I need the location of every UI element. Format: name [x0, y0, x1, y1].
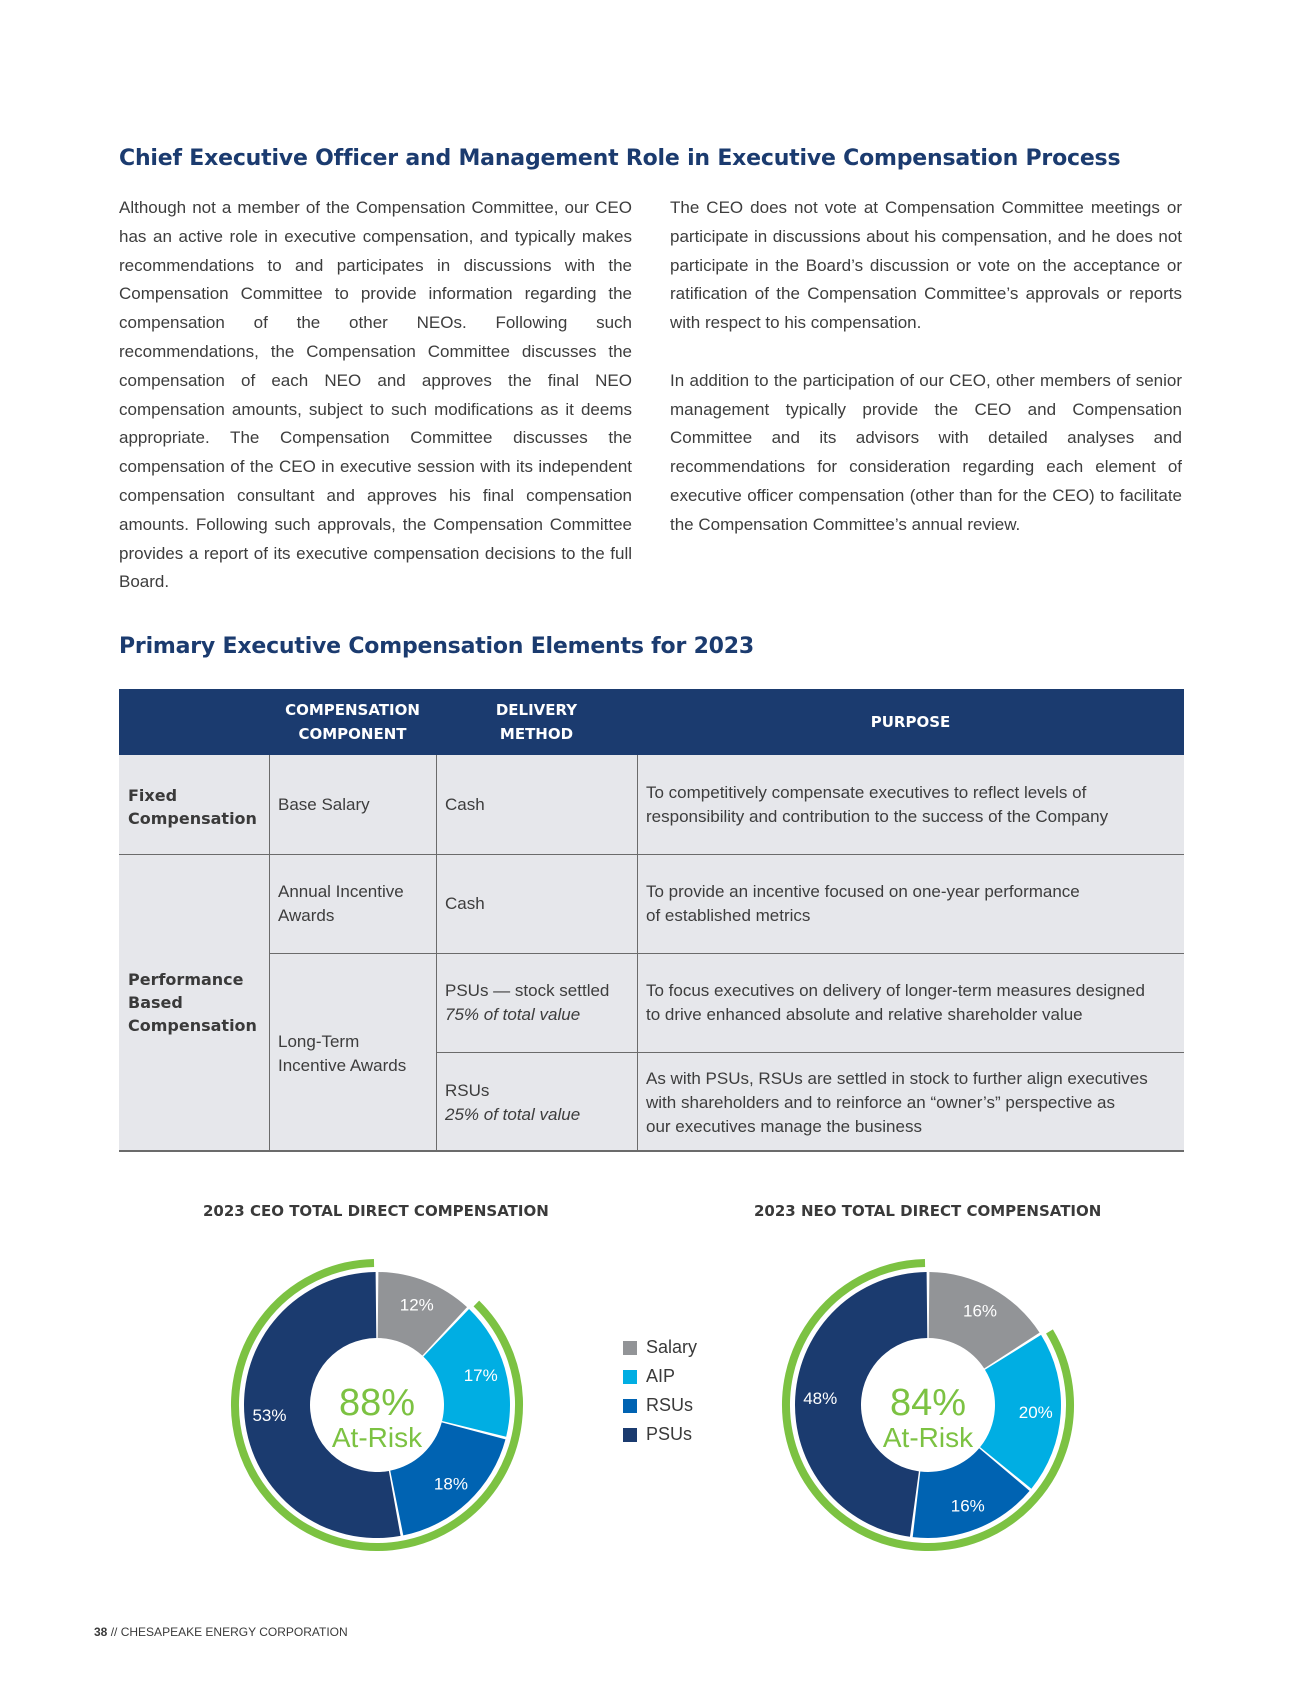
purpose-line: To provide an incentive focused on one-year performance [646, 882, 1080, 901]
legend-label: AIP [646, 1366, 676, 1386]
slice-label-rsus: 18% [433, 1474, 468, 1494]
category-line: Based [128, 993, 183, 1012]
header-component-line-1: COMPENSATION [285, 701, 420, 719]
purpose-rsus [646, 1067, 1148, 1139]
right-paragraph-2: In addition to the participation of our CEO, other members of senior management typically provide the CEO and Compensation Committee and its advisors with detailed analyses and recommendations for consideration regarding each element of executive officer compensation (other than for the CEO) to facilitate the Compensation Committee’s annual review. [670, 370, 1182, 534]
component-base-salary: Base Salary [278, 795, 370, 814]
category-line: Fixed [128, 786, 178, 805]
legend-item-aip [623, 1362, 697, 1391]
header-delivery-line-1: DELIVERY [495, 701, 578, 719]
category-fixed-compensation [128, 784, 257, 830]
delivery-line: 75% of total value [445, 1005, 581, 1024]
category-line: Compensation [128, 809, 257, 828]
section-title-ceo-role: Chief Executive Officer and Management Role in Executive Compensation Process [119, 146, 1121, 171]
legend-label: RSUs [646, 1395, 694, 1415]
at-risk-label: At-Risk [882, 1422, 974, 1453]
legend-label: Salary [646, 1337, 698, 1357]
ceo-chart-title: 2023 CEO TOTAL DIRECT COMPENSATION [203, 1202, 549, 1220]
at-risk-percentage: 84% [889, 1382, 967, 1424]
rsus-swatch-icon [623, 1399, 637, 1413]
at-risk-percentage: 88% [338, 1382, 416, 1424]
header-delivery-line-2: METHOD [499, 725, 574, 743]
legend-item-salary [623, 1333, 697, 1362]
salary-swatch-icon [623, 1341, 637, 1355]
header-category [119, 689, 269, 755]
left-column [119, 194, 632, 597]
purpose-line: responsibility and contribution to the success of the Company [646, 807, 1109, 826]
purpose-line: of established metrics [646, 906, 811, 925]
purpose-line: our executives manage the business [646, 1117, 922, 1136]
category-performance-based-compensation [128, 968, 257, 1037]
slice-label-aip: 17% [463, 1365, 498, 1385]
neo-chart-title: 2023 NEO TOTAL DIRECT COMPENSATION [754, 1202, 1102, 1220]
aip-swatch-icon [623, 1370, 637, 1384]
delivery-line: RSUs [445, 1081, 490, 1100]
divider [269, 953, 1184, 954]
header-purpose [637, 689, 1184, 755]
component-long-term-incentive-awards [278, 1030, 406, 1078]
page-number: 38 [94, 1625, 108, 1639]
purpose-line: with shareholders and to reinforce an “owner’s” perspective as [646, 1093, 1116, 1112]
header-delivery [436, 689, 637, 755]
table-header-row [119, 689, 1184, 755]
delivery-cash: Cash [445, 894, 485, 913]
right-column [670, 194, 1182, 540]
legend-item-rsus [623, 1391, 697, 1420]
ceo-compensation-donut-chart [227, 1255, 527, 1555]
component-line: Annual Incentive [278, 882, 404, 901]
delivery-line: PSUs — stock settled [445, 981, 610, 1000]
compensation-elements-table [119, 689, 1184, 1152]
purpose-line: To competitively compensate executives to reflect levels of [646, 783, 1087, 802]
component-annual-incentive-awards [278, 880, 404, 928]
slice-label-psus: 53% [252, 1406, 287, 1426]
component-line: Incentive Awards [278, 1056, 407, 1075]
slice-label-rsus: 16% [950, 1496, 985, 1516]
right-paragraph-1: The CEO does not vote at Compensation Committee meetings or participate in discussions about his compensation, and he does not participate in the Board’s discussion or vote on the acceptance or ratification of the Compensation Committee’s approvals or reports with respect to his compensation. [670, 198, 1182, 333]
delivery-rsus [445, 1079, 580, 1127]
divider [119, 854, 1184, 855]
chart-legend [623, 1333, 697, 1449]
category-line: Compensation [128, 1016, 257, 1035]
page-footer [94, 1625, 348, 1639]
footer-separator: // [110, 1625, 118, 1639]
header-component-line-2: COMPONENT [298, 725, 407, 743]
legend-item-psus [623, 1420, 697, 1449]
purpose-line: to drive enhanced absolute and relative shareholder value [646, 1005, 1083, 1024]
neo-compensation-donut-chart [778, 1255, 1078, 1555]
psus-swatch-icon [623, 1428, 637, 1442]
divider [436, 1052, 1184, 1053]
component-line: Awards [278, 906, 335, 925]
left-paragraph: Although not a member of the Compensation Committee, our CEO has an active role in executive compensation, and typically makes recommendations to and participates in discussions with the Compensation Committee to provide information regarding the compensation of the other NEOs. Following such recommendations, the Compensation Committee discusses the compensation of each NEO and approves the final NEO compensation amounts, subject to such modifications as it deems appropriate. The Compensation Committee discusses the compensation of the CEO in executive session with its independent compensation consultant and approves his final compensation amounts. Following such approvals, the Compensation Committee provides a report of its executive compensation decisions to the full Board. [119, 198, 632, 592]
slice-label-psus: 48% [803, 1389, 838, 1409]
table-body [119, 755, 1184, 1152]
component-line: Long-Term [278, 1032, 360, 1051]
purpose-line: To focus executives on delivery of longer-term measures designed [646, 981, 1145, 1000]
header-purpose-text: PURPOSE [870, 713, 951, 731]
purpose-psus [646, 979, 1145, 1027]
footer-company: CHESAPEAKE ENERGY CORPORATION [120, 1625, 348, 1639]
slice-label-aip: 20% [1018, 1402, 1053, 1422]
header-component [269, 689, 436, 755]
delivery-cash: Cash [445, 795, 485, 814]
slice-label-salary: 16% [963, 1301, 998, 1321]
at-risk-label: At-Risk [331, 1422, 423, 1453]
category-line: Performance [128, 970, 244, 989]
section-title-compensation-elements: Primary Executive Compensation Elements for 2023 [119, 634, 754, 659]
delivery-line: 25% of total value [445, 1105, 581, 1124]
purpose-line: As with PSUs, RSUs are settled in stock to further align executives [646, 1069, 1148, 1088]
legend-label: PSUs [646, 1424, 693, 1444]
purpose-annual-incentive [646, 880, 1080, 928]
slice-label-salary: 12% [399, 1295, 434, 1315]
delivery-psus [445, 979, 609, 1027]
purpose-fixed [646, 781, 1108, 829]
